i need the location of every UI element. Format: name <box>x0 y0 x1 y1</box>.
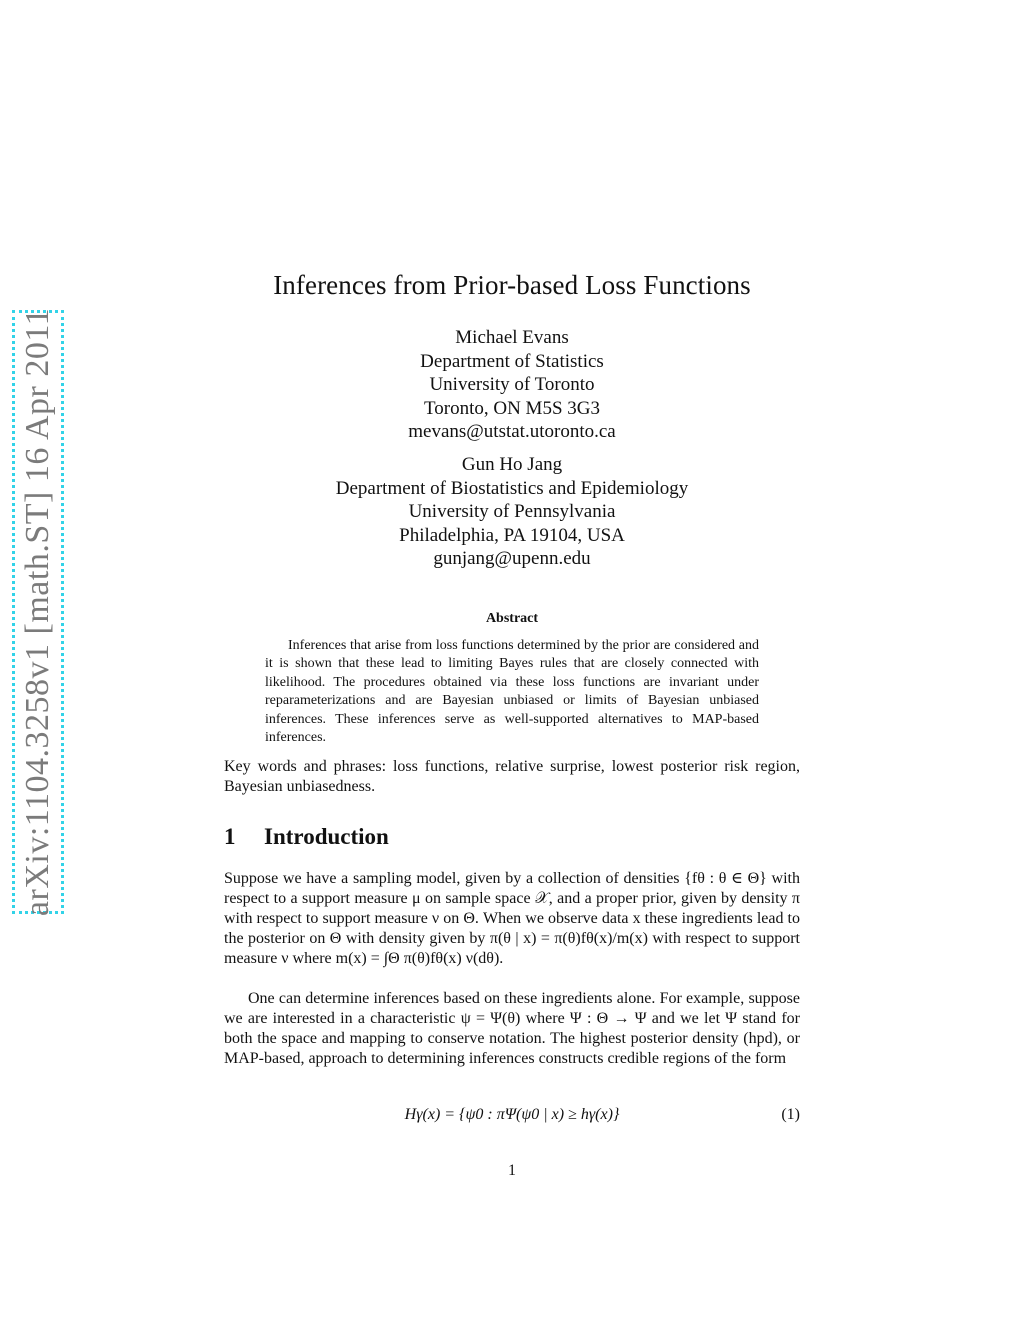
author-name: Michael Evans <box>455 327 569 348</box>
body-paragraph: Suppose we have a sampling model, given by a collection of densities {fθ : θ ∈ Θ} with respect to a support measure μ on sample space 𝒳, and a proper prior, given by density π with respect to support measure ν on Θ. When we observe data x these ingredients lead to the posterior on Θ with density given by π(θ | x) = π(θ)fθ(x)/m(x) with respect to support measure ν where m(x) = ∫Θ π(θ)fθ(x) ν(dθ). <box>224 870 800 967</box>
author-block-1 <box>0 326 1024 444</box>
author-institution: University of Pennsylvania <box>408 501 616 522</box>
arxiv-stamp-text: arXiv:1104.3258v1 [math.ST] 16 Apr 2011 <box>19 307 56 917</box>
author-email: gunjang@upenn.edu <box>433 548 591 569</box>
body-paragraph: One can determine inferences based on these ingredients alone. For example, suppose we are interested in a characteristic ψ = Ψ(θ) where Ψ : Θ → Ψ and we let Ψ stand for both the space and mapping to conserve notation. The highest posterior density (hpd), or MAP-based, approach to determining inferences constructs credible regions of the form <box>224 990 800 1067</box>
author-block-2 <box>0 453 1024 571</box>
author-address: Philadelphia, PA 19104, USA <box>399 524 625 546</box>
section-title: Introduction <box>264 824 389 849</box>
abstract-heading: Abstract <box>485 611 539 626</box>
author-name: Gun Ho Jang <box>461 454 563 475</box>
author-email: mevans@utstat.utoronto.ca <box>408 421 616 442</box>
author-department: Department of Statistics <box>420 350 604 372</box>
page-number: 1 <box>508 1162 516 1179</box>
keywords: Key words and phrases: loss functions, relative surprise, lowest posterior risk region, Bayesian unbiasedness. <box>224 758 800 795</box>
section-heading <box>224 824 389 850</box>
equation-body: Hγ(x) = {ψ0 : πΨ(ψ0 | x) ≥ hγ(x)} <box>404 1106 620 1123</box>
author-address: Toronto, ON M5S 3G3 <box>423 397 600 419</box>
equation-number: (1) <box>781 1106 800 1123</box>
paper-title: Inferences from Prior-based Loss Functions <box>273 270 751 300</box>
abstract-text: Inferences that arise from loss functions determined by the prior are considered and it is shown that these lead to limiting Bayes rules that are closely connected with likelihood. The procedures obtained via these loss functions are invariant under reparameterizations and are Bayesian unbiased or limits of Bayesian unbiased inferences. These inferences serve as well-supported alternatives to MAP-based inferences. <box>265 638 759 746</box>
author-department: Department of Biostatistics and Epidemiology <box>335 477 689 499</box>
section-number: 1 <box>224 824 236 849</box>
author-institution: University of Toronto <box>429 374 595 395</box>
